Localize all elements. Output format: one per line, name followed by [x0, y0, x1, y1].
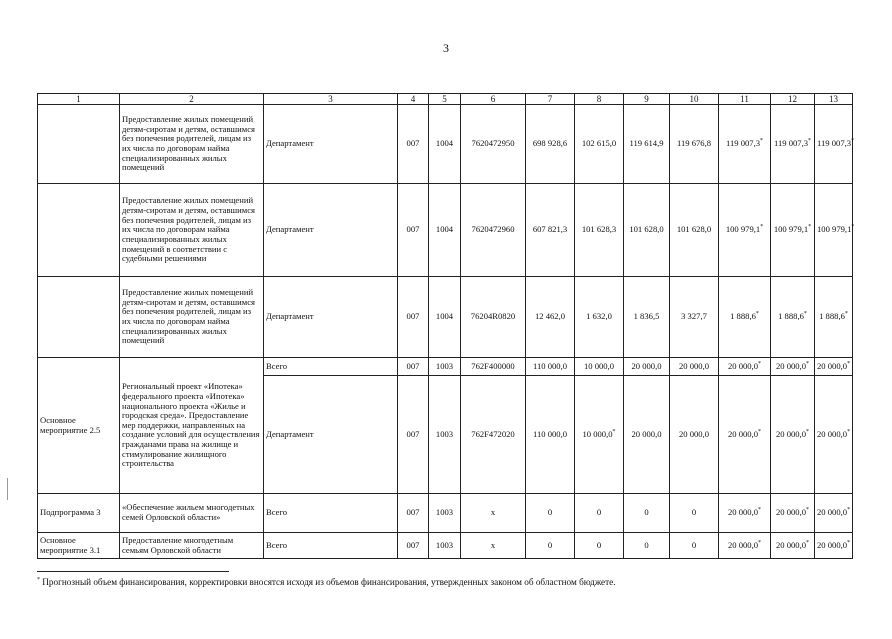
- forecast-mark: *: [847, 428, 851, 435]
- value-cell: 0: [670, 494, 719, 533]
- value-text: 20 000,0: [727, 428, 759, 439]
- rzpr-cell: 1003: [429, 358, 461, 376]
- value-text: 100 979,1: [725, 224, 761, 235]
- value-text: 100 979,1: [817, 224, 852, 235]
- forecast-mark: *: [758, 428, 762, 435]
- value-cell: 0: [624, 494, 670, 533]
- value-cell: [719, 105, 771, 184]
- value-text: 1 888,6: [730, 311, 756, 322]
- forecast-mark: *: [806, 507, 810, 514]
- executor-cell: Всего: [264, 358, 398, 376]
- value-cell: 110 000,0: [526, 376, 575, 494]
- column-header: 7: [526, 94, 575, 105]
- value-text: 20 000,0: [817, 360, 848, 371]
- scan-artifact: [7, 478, 8, 500]
- value-cell: 20 000,0: [624, 358, 670, 376]
- executor-cell: Департамент: [264, 184, 398, 277]
- grbs-cell: 007: [398, 277, 429, 358]
- csr-cell: 7620472950: [461, 105, 526, 184]
- csr-cell: х: [461, 494, 526, 533]
- value-cell: [771, 494, 815, 533]
- grbs-cell: 007: [398, 494, 429, 533]
- forecast-mark: *: [758, 360, 762, 367]
- value-cell: 0: [624, 533, 670, 559]
- table-row: [38, 277, 853, 358]
- value-cell: 20 000,0: [624, 376, 670, 494]
- forecast-mark: *: [844, 311, 848, 318]
- value-cell: [719, 277, 771, 358]
- value-cell: 1 632,0: [575, 277, 624, 358]
- value-cell: 0: [575, 533, 624, 559]
- table-row: [38, 105, 853, 184]
- name-cell: «Обеспечение жильем многодетных семей Орловской области»: [120, 494, 264, 533]
- value-cell: 102 615,0: [575, 105, 624, 184]
- grbs-cell: 007: [398, 533, 429, 559]
- column-header: 3: [264, 94, 398, 105]
- value-cell: [771, 358, 815, 376]
- activity-cell: [38, 105, 120, 184]
- rzpr-cell: 1004: [429, 277, 461, 358]
- forecast-mark: *: [803, 311, 807, 318]
- value-cell: 20 000,0: [670, 376, 719, 494]
- footnote-mark: *: [37, 576, 40, 583]
- column-header: 5: [429, 94, 461, 105]
- activity-cell: [38, 184, 120, 277]
- value-cell: [771, 277, 815, 358]
- column-header: 10: [670, 94, 719, 105]
- value-cell: [719, 494, 771, 533]
- column-header: 11: [719, 94, 771, 105]
- page-number: 3: [443, 41, 449, 55]
- table-row: [38, 494, 853, 533]
- value-text: 20 000,0: [817, 539, 848, 550]
- grbs-cell: 007: [398, 376, 429, 494]
- value-text: 1 888,6: [778, 311, 804, 322]
- value-cell: 101 628,3: [575, 184, 624, 277]
- table-row: [38, 184, 853, 277]
- executor-cell: Департамент: [264, 105, 398, 184]
- name-cell: Предоставление жилых помещений детям-сиротам и детям, оставшимся без попечения родителей, лицам из их числа по договорам найма специализированных жилых помещений: [120, 105, 264, 184]
- value-text: 1 888,6: [819, 311, 845, 322]
- value-cell: [815, 358, 853, 376]
- rzpr-cell: 1004: [429, 184, 461, 277]
- value-cell: [719, 184, 771, 277]
- executor-cell: Всего: [264, 533, 398, 559]
- forecast-mark: *: [806, 360, 810, 367]
- value-cell: [575, 376, 624, 494]
- csr-cell: 7620472960: [461, 184, 526, 277]
- forecast-mark: *: [612, 428, 616, 435]
- value-cell: [771, 376, 815, 494]
- grbs-cell: 007: [398, 358, 429, 376]
- column-header: 1: [38, 94, 120, 105]
- value-cell: 0: [526, 533, 575, 559]
- value-cell: 12 462,0: [526, 277, 575, 358]
- name-cell: Предоставление многодетным семьям Орловской области: [120, 533, 264, 559]
- value-text: 20 000,0: [727, 507, 759, 518]
- name-cell: Предоставление жилых помещений детям-сиротам и детям, оставшимся без попечения родителей, лицам из их числа по договорам найма специализированных жилых помещений в соответствии с судебными решениями: [120, 184, 264, 277]
- rzpr-cell: 1003: [429, 533, 461, 559]
- executor-cell: Департамент: [264, 277, 398, 358]
- executor-cell: Всего: [264, 494, 398, 533]
- value-cell: 10 000,0: [575, 358, 624, 376]
- value-text: 20 000,0: [727, 360, 759, 371]
- name-cell: Региональный проект «Ипотека» федерального проекта «Ипотека» национального проекта «Жилье и городская среда». Предоставление мер поддержки, направленных на создание условий для осуществления гражданами права на жилище и стимулирование жилищного строительства: [120, 358, 264, 494]
- value-cell: [719, 533, 771, 559]
- value-cell: [815, 494, 853, 533]
- value-cell: [815, 376, 853, 494]
- column-header: 12: [771, 94, 815, 105]
- forecast-mark: *: [847, 507, 851, 514]
- table-row: [38, 533, 853, 559]
- forecast-mark: *: [851, 138, 855, 145]
- value-cell: 110 000,0: [526, 358, 575, 376]
- rzpr-cell: 1004: [429, 105, 461, 184]
- table-row: [38, 358, 853, 376]
- value-text: 20 000,0: [775, 539, 807, 550]
- forecast-mark: *: [806, 428, 810, 435]
- value-cell: 607 821,3: [526, 184, 575, 277]
- column-header: 4: [398, 94, 429, 105]
- value-text: 10 000,0: [582, 428, 613, 439]
- value-cell: 20 000,0: [670, 358, 719, 376]
- forecast-mark: *: [808, 224, 812, 231]
- value-cell: [719, 358, 771, 376]
- value-cell: [719, 376, 771, 494]
- value-text: 20 000,0: [727, 539, 759, 550]
- value-cell: [771, 105, 815, 184]
- forecast-mark: *: [760, 224, 764, 231]
- value-cell: 0: [526, 494, 575, 533]
- column-header: 2: [120, 94, 264, 105]
- grbs-cell: 007: [398, 184, 429, 277]
- value-text: 20 000,0: [817, 428, 848, 439]
- value-cell: [771, 184, 815, 277]
- activity-cell: Основное мероприятие 2.5: [38, 358, 120, 494]
- value-text: 20 000,0: [817, 507, 848, 518]
- csr-cell: 762F400000: [461, 358, 526, 376]
- value-cell: [815, 277, 853, 358]
- value-cell: [815, 533, 853, 559]
- footnote-text: Прогнозный объем финансирования, корректировки вносятся исходя из объемов финансирования, утвержденных законом об областном бюджете.: [42, 577, 616, 587]
- forecast-mark: *: [806, 539, 810, 546]
- value-cell: 119 614,9: [624, 105, 670, 184]
- value-cell: 0: [670, 533, 719, 559]
- forecast-mark: *: [755, 311, 759, 318]
- column-header: 6: [461, 94, 526, 105]
- forecast-mark: *: [847, 539, 851, 546]
- forecast-mark: *: [758, 507, 762, 514]
- footnote-divider: [37, 571, 229, 572]
- value-cell: 698 928,6: [526, 105, 575, 184]
- activity-cell: Подпрограмма 3: [38, 494, 120, 533]
- value-cell: 3 327,7: [670, 277, 719, 358]
- column-header: 8: [575, 94, 624, 105]
- grbs-cell: 007: [398, 105, 429, 184]
- value-cell: 101 628,0: [670, 184, 719, 277]
- value-cell: 0: [575, 494, 624, 533]
- value-text: 100 979,1: [773, 224, 809, 235]
- value-text: 20 000,0: [775, 507, 807, 518]
- forecast-mark: *: [760, 138, 764, 145]
- rzpr-cell: 1003: [429, 376, 461, 494]
- column-header: 9: [624, 94, 670, 105]
- financing-table: [37, 93, 853, 559]
- executor-cell: Департамент: [264, 376, 398, 494]
- csr-cell: х: [461, 533, 526, 559]
- value-text: 20 000,0: [775, 428, 807, 439]
- value-cell: [815, 184, 853, 277]
- value-text: 119 007,3: [725, 138, 761, 149]
- forecast-mark: *: [847, 360, 851, 367]
- name-cell: Предоставление жилых помещений детям-сиротам и детям, оставшимся без попечения родителей, лицам из их числа по договорам найма специализированных жилых помещений: [120, 277, 264, 358]
- column-header: 13: [815, 94, 853, 105]
- csr-cell: 76204R0820: [461, 277, 526, 358]
- value-cell: [815, 105, 853, 184]
- value-text: 119 007,3: [817, 138, 852, 149]
- value-text: 20 000,0: [775, 360, 807, 371]
- activity-cell: [38, 277, 120, 358]
- table-header-row: [38, 94, 853, 105]
- activity-cell: Основное мероприятие 3.1: [38, 533, 120, 559]
- rzpr-cell: 1003: [429, 494, 461, 533]
- csr-cell: 762F472020: [461, 376, 526, 494]
- forecast-mark: *: [758, 539, 762, 546]
- value-cell: 1 836,5: [624, 277, 670, 358]
- forecast-mark: *: [851, 224, 855, 231]
- value-cell: [771, 533, 815, 559]
- value-text: 119 007,3: [773, 138, 809, 149]
- footnote: [37, 577, 616, 587]
- forecast-mark: *: [808, 138, 812, 145]
- value-cell: 101 628,0: [624, 184, 670, 277]
- value-cell: 119 676,8: [670, 105, 719, 184]
